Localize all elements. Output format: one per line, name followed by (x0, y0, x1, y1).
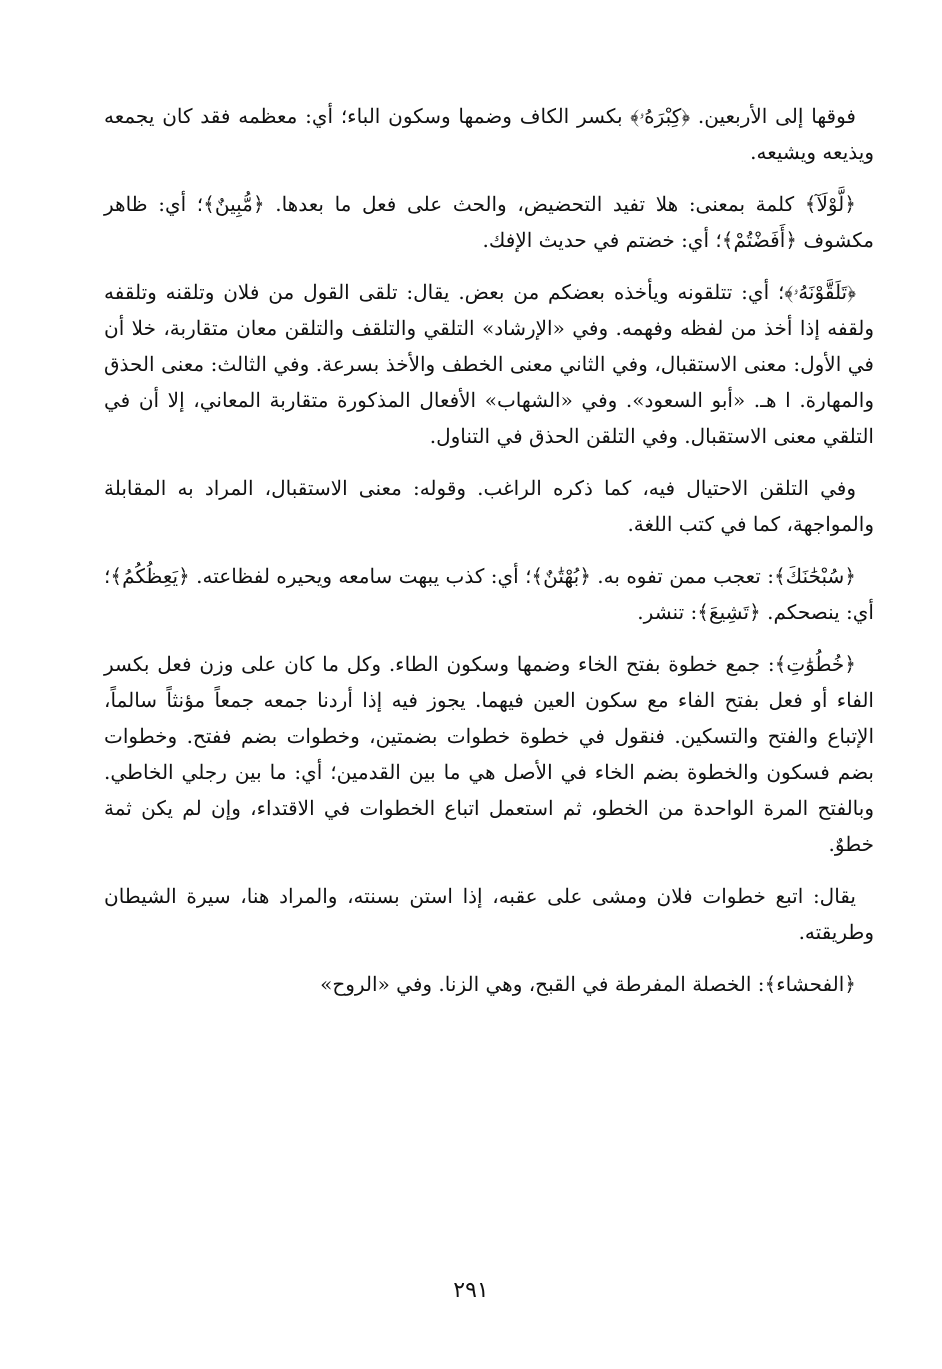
paragraph-kibrahu: فوقها إلى الأربعين. ﴿كِبْرَهُۥ﴾ بكسر الكاف وضمها وسكون الباء؛ أي: معظمه فقد كان يجمعه ويذيعه ويشيعه. (97, 104, 874, 164)
page-number: ٢٩١ (453, 1278, 489, 1303)
paragraph-subhanaka: ﴿سُبْحَٰنَكَ﴾: تعجب ممن تفوه به. ﴿بُهْتَٰنٌ﴾؛ أي: كذب يبهت سامعه ويحيره لفظاعته. ﴿يَعِظُكُمُ﴾؛ أي: ينصحكم. ﴿تَشِيعَ﴾: تنشر. (97, 564, 874, 624)
body-text (97, 98, 874, 1018)
paragraph-fahsha: ﴿الفحشاء﴾: الخصلة المفرطة في القبح، وهي الزنا. وفي «الروح» (320, 972, 856, 996)
paragraph-yuqal: يقال: اتبع خطوات فلان ومشى على عقبه، إذا استن بسنته، والمراد هنا، سيرة الشيطان وطريقته. (97, 884, 874, 944)
paragraph-lawla: ﴿لَّوْلَآ﴾ كلمة بمعنى: هلا تفيد التحضيض، والحث على فعل ما بعدها. ﴿مُّبِينٌ﴾؛ أي: ظاهر مكشوف ﴿أَفَضْتُمْ﴾؛ أي: خضتم في حديث الإفك. (97, 192, 874, 252)
paragraph-talaqqun: وفي التلقن الاحتيال فيه، كما ذكره الراغب. وقوله: معنى الاستقبال، المراد به المقابلة والمواجهة، كما في كتب اللغة. (97, 476, 874, 536)
paragraph-khutuwat: ﴿خُطُوَٰتِ﴾: جمع خطوة بفتح الخاء وضمها وسكون الطاء. وكل ما كان على وزن فعل بكسر الفاء أو فعل بفتح الفاء مع سكون العين فيهما. يجوز فيه إذا أردنا جمعه جمعاً مؤنثاً سالماً، الإتباع والفتح والتسكين. فنقول في خطوة خطوات بضمتين، وخطوات بضم ففتح. وخطوات بضم فسكون والخطوة بضم الخاء في الأصل هي ما بين القدمين؛ أي: ما بين رجلي الخاطي. وبالفتح المرة الواحدة من الخطو، ثم استعمل اتباع الخطوات في الاقتداء، وإن لم يكن ثمة خطوٌ. (97, 652, 874, 856)
paragraph-talaqqawnahu: ﴿تَلَقَّوْنَهُۥ﴾؛ أي: تتلقونه ويأخذه بعضكم من بعض. يقال: تلقى القول من فلان وتلقنه وتلقفه ولقفه إذا أخذ من لفظه وفهمه. وفي «الإرشاد» التلقي والتلقف والتلقن معان متقاربة، خلا أن في الأول: معنى الاستقبال، وفي الثاني معنى الخطف والأخذ بسرعة. وفي الثالث: معنى الحذق والمهارة. ا هـ. «أبو السعود». وفي «الشهاب» الأفعال المذكورة متقاربة المعاني، إلا أن في التلقي معنى الاستقبال. وفي التلقن الحذق في التناول. (97, 280, 874, 448)
